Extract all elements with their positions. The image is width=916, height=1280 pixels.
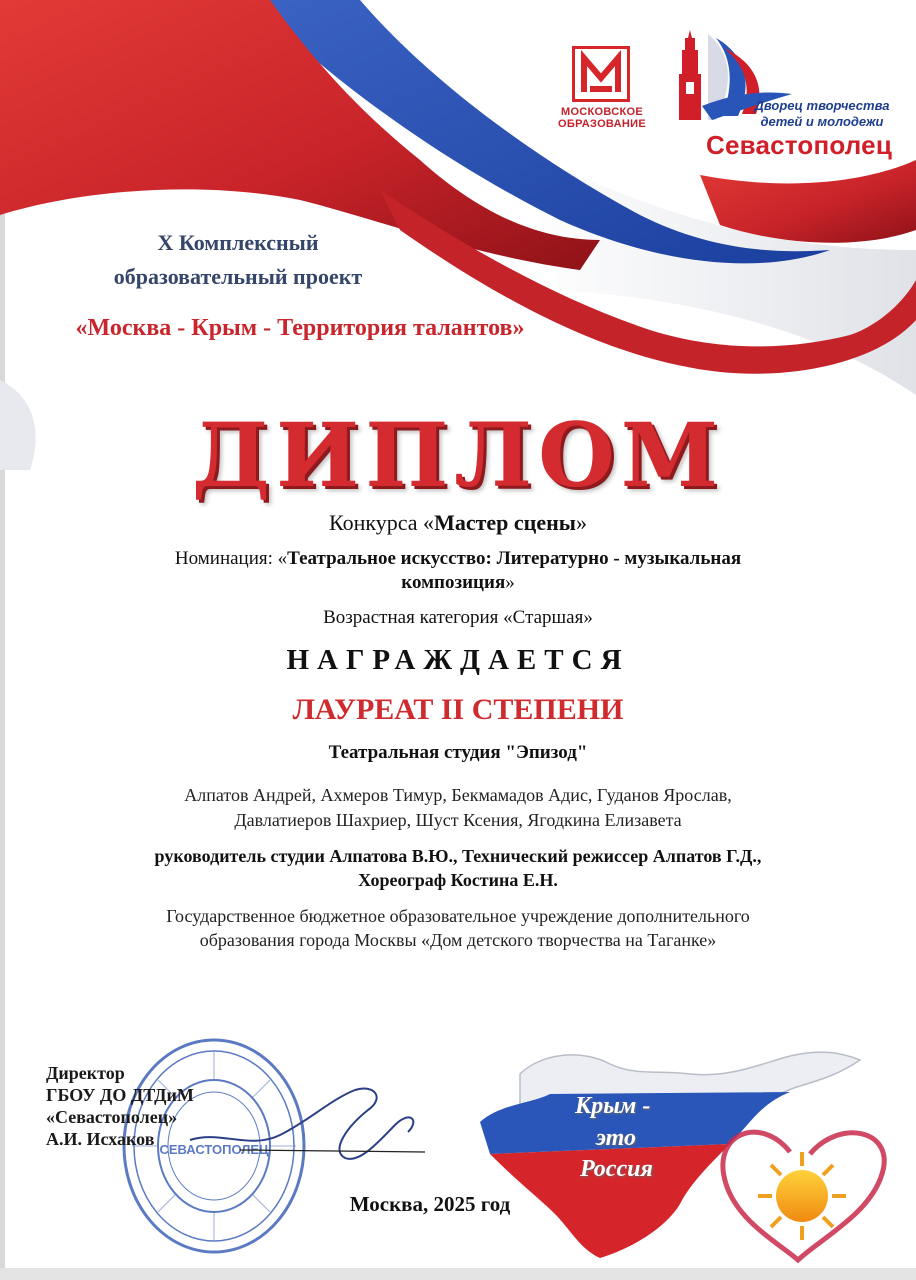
nomination-name-1: Театральное искусство: Литературно - музыкальная bbox=[287, 548, 742, 569]
members-line-2: Давлатиеров Шахриер, Шуст Ксения, Ягодкина Елизавета bbox=[234, 810, 682, 830]
contest-suffix: » bbox=[575, 510, 587, 535]
nomination-line-2 bbox=[60, 572, 856, 594]
crimea-slogan-line-3: Россия bbox=[580, 1156, 653, 1182]
age-category: Возрастная категория «Старшая» bbox=[323, 607, 593, 628]
project-title-line-2: образовательный проект bbox=[113, 264, 363, 289]
signatory-position: Директор bbox=[46, 1063, 125, 1083]
members-line-1: Алпатов Андрей, Ахмеров Тимур, Бекмамадов Адис, Гуданов Ярослав, bbox=[184, 785, 732, 805]
sevastopolets-line-2: детей и молодежи bbox=[760, 114, 884, 129]
sevastopolets-name: Севастополец bbox=[706, 130, 893, 160]
sevastopolets-line-1: Дворец творчества bbox=[754, 98, 890, 113]
crimea-slogan-line-2: это bbox=[596, 1125, 636, 1151]
nomination-suffix: » bbox=[505, 572, 515, 593]
signatory-org: ГБОУ ДО ДТДиМ bbox=[46, 1085, 194, 1105]
organization-line-2: образования города Москвы «Дом детского творчества на Таганке» bbox=[199, 930, 717, 950]
project-name: «Москва - Крым - Территория талантов» bbox=[75, 315, 525, 341]
project-title-line-1: Х Комплексный bbox=[157, 230, 319, 255]
nomination-line-1 bbox=[60, 548, 856, 570]
moscow-education-icon bbox=[574, 48, 628, 100]
logo-caption-line-1: МОСКОВСКОЕ bbox=[560, 106, 643, 118]
moscow-education-logo bbox=[552, 46, 652, 146]
contest-prefix: Конкурса « bbox=[329, 510, 435, 535]
page-edge-bottom bbox=[0, 1268, 916, 1280]
sevastopolets-logo bbox=[672, 24, 892, 164]
logo-caption-line-2: ОБРАЗОВАНИЕ bbox=[558, 118, 646, 130]
leaders-line-2: Хореограф Костина Е.Н. bbox=[358, 870, 558, 890]
awarded-heading: НАГРАЖДАЕТСЯ bbox=[286, 644, 630, 676]
studio-name: Театральная студия "Эпизод" bbox=[328, 742, 588, 763]
signatory-block bbox=[46, 1062, 246, 1150]
place-and-date: Москва, 2025 год bbox=[349, 1192, 511, 1216]
contest-line bbox=[60, 510, 856, 536]
signatory-org-name: «Севастополец» bbox=[46, 1107, 178, 1127]
diploma-title: ДИПЛОМ bbox=[191, 403, 725, 507]
crimea-map-illustration bbox=[460, 1034, 900, 1264]
signatory-name: А.И. Исхаков bbox=[46, 1129, 155, 1149]
nomination-prefix: Номинация: « bbox=[174, 548, 288, 569]
logo-caption bbox=[552, 106, 652, 130]
leaders-line-1: руководитель студии Алпатова В.Ю., Технический режиссер Алпатов Г.Д., bbox=[154, 846, 762, 866]
stamp-text: СЕВАСТОПОЛЕЦ bbox=[159, 1142, 269, 1157]
organization-line-1: Государственное бюджетное образовательное учреждение дополнительного bbox=[166, 906, 750, 926]
laureate-degree: ЛАУРЕАТ II СТЕПЕНИ bbox=[292, 693, 624, 726]
nomination-name-2: композиция bbox=[401, 572, 506, 593]
crimea-slogan-line-1: Крым - bbox=[575, 1093, 651, 1119]
contest-name: Мастер сцены bbox=[434, 510, 576, 535]
